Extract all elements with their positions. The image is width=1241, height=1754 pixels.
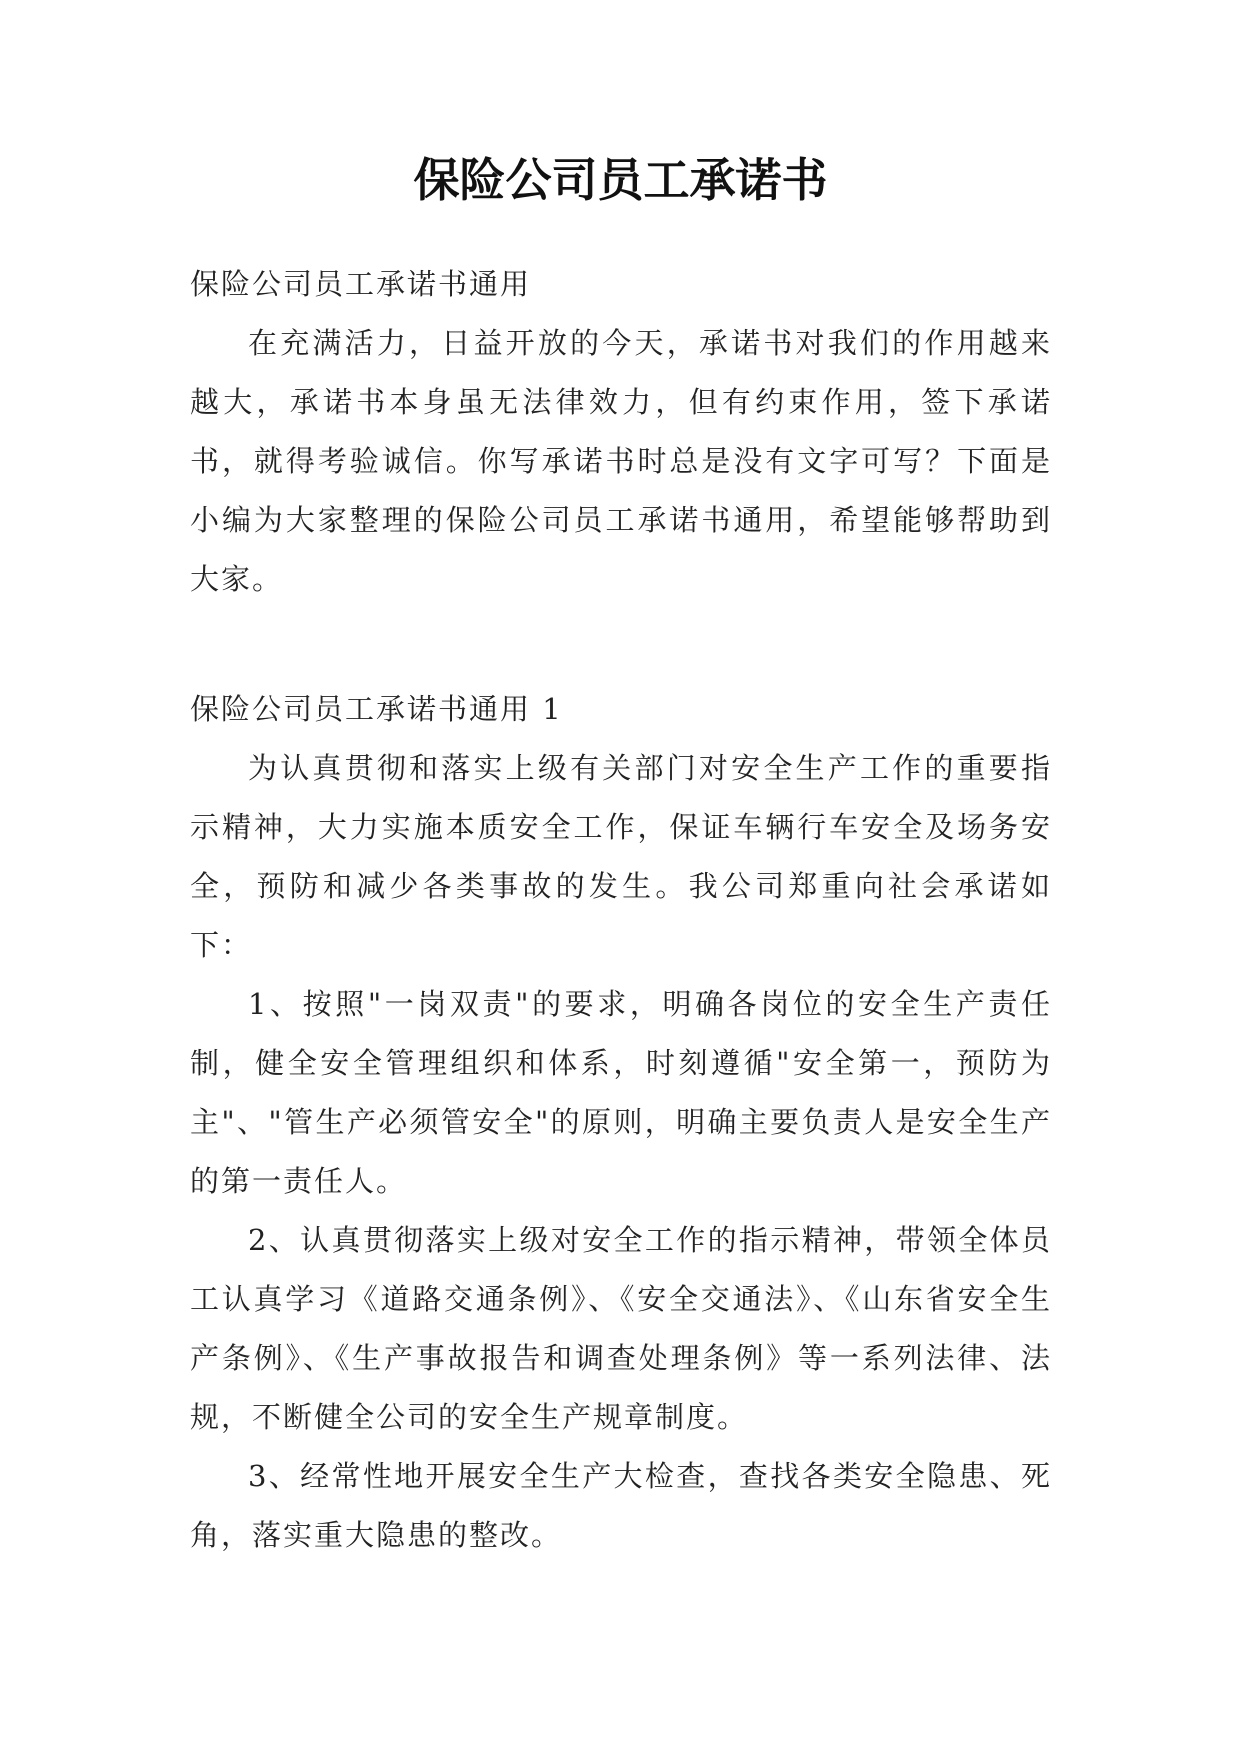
paragraph-item-1: 1、按照"一岗双责"的要求，明确各岗位的安全生产责任制，健全安全管理组织和体系，时刻遵循"安全第一，预防为主"、"管生产必须管安全"的原则，明确主要负责人是安全生产的第一责任人。 bbox=[190, 987, 1052, 1198]
paragraph-item-2: 2、认真贯彻落实上级对安全工作的指示精神，带领全体员工认真学习《道路交通条例》、《安全交通法》、《山东省安全生产条例》、《生产事故报告和调查处理条例》等一系列法律、法规，不断健全公司的安全生产规章制度。 bbox=[190, 1223, 1052, 1434]
intro-heading: 保险公司员工承诺书通用 bbox=[190, 267, 532, 301]
paragraph-preamble: 为认真贯彻和落实上级有关部门对安全生产工作的重要指示精神，大力实施本质安全工作，保证车辆行车安全及场务安全，预防和减少各类事故的发生。我公司郑重向社会承诺如下： bbox=[190, 751, 1052, 962]
document-title: 保险公司员工承诺书 bbox=[413, 153, 828, 207]
intro-block bbox=[190, 255, 1052, 609]
intro-paragraph: 在充满活力，日益开放的今天，承诺书对我们的作用越来越大，承诺书本身虽无法律效力，但有约束作用，签下承诺书，就得考验诚信。你写承诺书时总是没有文字可写？下面是小编为大家整理的保险公司员工承诺书通用，希望能够帮助到大家。 bbox=[190, 326, 1052, 596]
section-block bbox=[190, 680, 1052, 1565]
paragraph-item-3: 3、经常性地开展安全生产大检查，查找各类安全隐患、死角，落实重大隐患的整改。 bbox=[190, 1459, 1052, 1552]
section-heading: 保险公司员工承诺书通用 1 bbox=[190, 692, 563, 726]
